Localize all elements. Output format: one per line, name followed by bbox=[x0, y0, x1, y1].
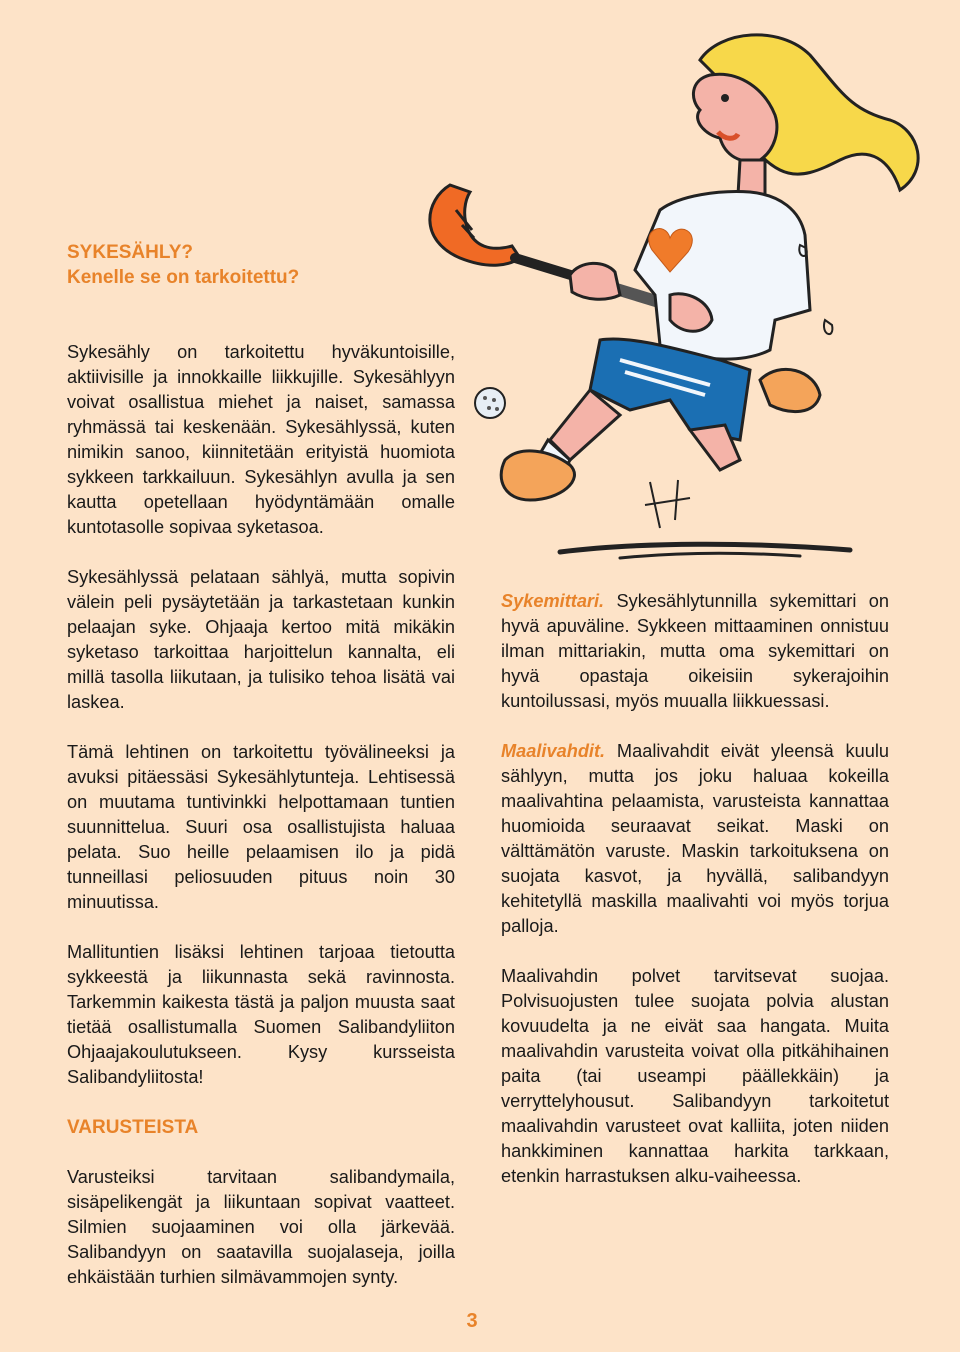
left-column bbox=[67, 240, 455, 1315]
leaflet-purpose-paragraph: Tämä lehtinen on tarkoitettu työvälineeksi ja avuksi pitäessäsi Sykesählytunteja. Lehtisessä on muutama tuntivinkki helpottamaan tuntien suunnittelua. Suuri osa osallistujista haluaa pelata. Suo heille pelaamisen ilo ja pidä tunneillasi peliosuuden pituus noin 30 minuutissa. bbox=[67, 742, 455, 912]
sykemittari-lead: Sykemittari. bbox=[501, 591, 605, 611]
floorball-player-illustration bbox=[420, 20, 940, 580]
gameplay-paragraph: Sykesählyssä pelataan sählyä, mutta sopivin välein peli pysäytetään ja tarkastetaan kunkin pelaajan syke. Ohjaaja kertoo mitä mikäkin syketaso tarkoittaa harjoittelun kannalta, eli millä tasolla liikutaan, ja tulisiko tehoa lisätä vai laskea. bbox=[67, 567, 455, 712]
maalivahdit-lead: Maalivahdit. bbox=[501, 741, 606, 761]
maalivahdit-paragraph bbox=[501, 739, 889, 939]
sykemittari-paragraph bbox=[501, 589, 889, 714]
page-title: SYKESÄHLY? bbox=[67, 242, 193, 263]
right-column bbox=[501, 589, 889, 1214]
intro-paragraph: Sykesähly on tarkoitettu hyväkuntoisille, aktiivisille ja innokkaille liikkujille. Sykesählyyn voivat osallistua miehet ja naiset, samassa ryhmässä tai keskenään. Sykesählyssä, kuten nimikin sanoo, kiinnitetään erityistä huomiota sykkeen tarkkailuun. Sykesählyn avulla ja sen kautta opetellaan hyödyntämään omalle kuntotasolle sopivaa syketasoa. bbox=[67, 342, 455, 537]
varusteista-heading: VARUSTEISTA bbox=[67, 1117, 199, 1138]
maalivahdit-text: Maalivahdit eivät yleensä kuulu sählyyn, mutta jos joku haluaa kokeilla maalivahtina pelaamista, varusteista kannattaa huomioida seuraavat seikat. Maski on välttämätön varuste. Maskin tarkoituksena on suojata kasvot, ja hyvällä, salibandyyn kehitetyllä maskilla maalivahti voi myös torjua palloja. bbox=[501, 741, 889, 936]
polvet-paragraph: Maalivahdin polvet tarvitsevat suojaa. Polvisuojusten tulee suojata polvia alustan kovuudelta ja ne eivät saa hangata. Muita maalivahdin varusteita voivat olla pitkähihainen paita (tai useampi päällekkäin) ja verryttelyhousut. Salibandyyn tarkoitetut maalivahdin varusteet ovat kalliita, joten niiden hankkiminen kannattaa harkita tarkkaan, etenkin harrastuksen alku-vaiheessa. bbox=[501, 966, 889, 1186]
title-block bbox=[67, 240, 455, 290]
page-number: 3 bbox=[466, 1310, 478, 1332]
training-paragraph: Mallituntien lisäksi lehtinen tarjoaa tietoutta sykkeestä ja liikunnasta sekä ravinnosta. Tarkemmin kaikesta tästä ja paljon muusta saat tietää osallistumalla Suomen Salibandyliiton Ohjaajakoulutukseen. Kysy kursseista Salibandyliitosta! bbox=[67, 942, 455, 1087]
sykemittari-text: Sykesählytunnilla sykemittari on hyvä apuväline. Sykkeen mittaaminen onnistuu ilman mittariakin, mutta oma sykemittari on hyvä opastaja oikeisiin sykerajoihin kuntoilussasi, myös muualla liikkuessasi. bbox=[501, 591, 889, 711]
varusteista-paragraph: Varusteiksi tarvitaan salibandymaila, sisäpelikengät ja liikuntaan sopivat vaatteet. Silmien suojaaminen voi olla järkevää. Salibandyyn on saatavilla suojalaseja, joilla ehkäistään turhien silmävammojen synty. bbox=[67, 1167, 455, 1287]
page-subtitle: Kenelle se on tarkoitettu? bbox=[67, 267, 300, 288]
